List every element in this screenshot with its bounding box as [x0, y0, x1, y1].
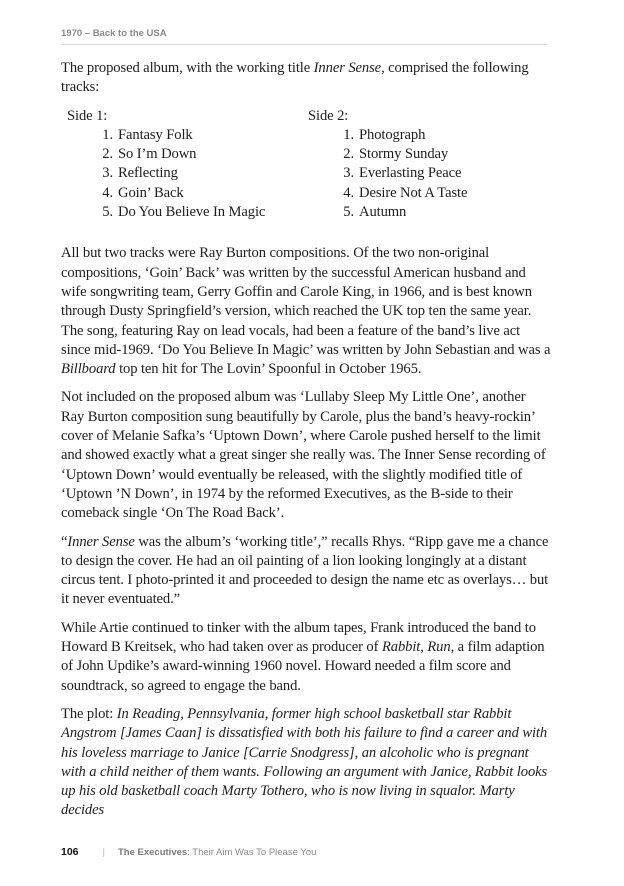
paragraph-quote: “Inner Sense was the album’s ‘working title’,” recalls Rhys. “Ripp gave me a chance to design the cover. He had an oil painting of a lion looking longingly at a distant circus tent. I photo-printed it and proceeded to design the name etc as overlays… but it never eventuated.”	[61, 533, 549, 608]
track-item: 3. Everlasting Peace	[343, 165, 462, 182]
track-item: 4. Desire Not A Taste	[343, 184, 468, 201]
track-item: 2. Stormy Sunday	[343, 146, 449, 163]
track-item: 3. Reflecting	[102, 165, 178, 182]
intro-paragraph: The proposed album, with the working title Inner Sense, comprised the following tracks:	[61, 60, 529, 96]
page-body	[61, 59, 551, 830]
side-1	[67, 107, 308, 223]
album-title: Inner Sense	[313, 60, 382, 76]
side-2-title: Side 2:	[308, 107, 349, 124]
track-item: 4. Goin’ Back	[102, 184, 184, 201]
track-item: 1. Fantasy Folk	[102, 126, 193, 143]
side-2	[308, 107, 549, 223]
track-item: 5. Do You Believe In Magic	[102, 204, 266, 221]
track-item: 5. Autumn	[343, 204, 407, 221]
footer-separator: |	[102, 847, 105, 858]
page-number: 106	[61, 846, 79, 858]
side-1-tracks	[67, 126, 308, 222]
track-listing	[67, 107, 551, 223]
side-1-title: Side 1:	[67, 107, 108, 124]
book-title: The Executives	[118, 847, 188, 858]
side-2-tracks	[308, 126, 549, 222]
track-item: 2. So I’m Down	[102, 146, 197, 163]
paragraph-compositions: All but two tracks were Ray Burton compositions. Of the two non-original compositions, ‘Goin’ Back’ was written by the successful American husband and wife songwriting team, Gerry Goffin and Carole King, in 1966, and is best known through Dusty Springfield’s version, which reached the UK top ten the same year. The song, featuring Ray on lead vocals, had been a feature of the band’s live act since mid-1969. ‘Do You Believe In Magic’ was written by John Sebastian and was a Billboard top ten hit for The Lovin’ Spoonful in October 1965.	[61, 245, 551, 378]
track-item: 1. Photograph	[343, 126, 426, 143]
paragraph-film: While Artie continued to tinker with the album tapes, Frank introduced the band to Howard B Kreitsek, who had taken over as producer of Rabbit, Run, a film adaption of John Updike’s award-winning 1960 novel. Howard needed a film score and soundtrack, so agreed to engage the band.	[61, 619, 545, 694]
book-subtitle: : Their Aim Was To Please You	[187, 847, 317, 858]
paragraph-not-included: Not included on the proposed album was ‘Lullaby Sleep My Little One’, another Ray Burton composition sung beautifully by Carole, plus the band’s heavy-rockin’ cover of Melanie Safka’s ‘Uptown Down’, where Carole pushed herself to the limit and showed exactly what a great singer she really was. The Inner Sense recording of ‘Uptown Down’ would eventually be released, with the slightly modified title of ‘Uptown ’N Down’, in 1974 by the reformed Executives, as the B-side to their comeback single ‘On The Road Back’.	[61, 389, 546, 522]
paragraph-plot: The plot: In Reading, Pennsylvania, former high school basketball star Rabbit Angstrom [James Caan] is dissatisfied with both his failure to find a career and with his loveless marriage to Janice [Carrie Snodgress], an alcoholic who is pregnant with a child neither of them wants. Following an argument with Janice, Rabbit looks up his old basketball coach Marty Tothero, who is now living in squalor. Marty decides	[61, 705, 548, 819]
page-footer	[61, 846, 316, 858]
running-head: 1970 – Back to the USA	[61, 28, 548, 45]
